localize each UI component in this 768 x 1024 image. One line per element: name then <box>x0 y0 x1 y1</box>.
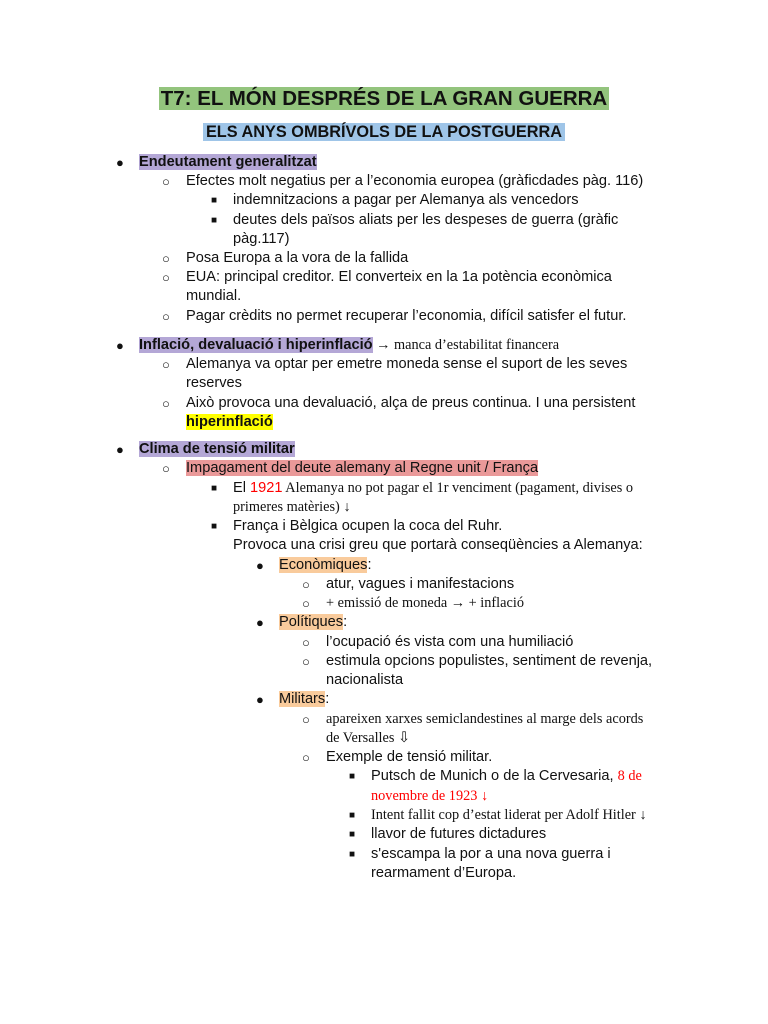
bullet-square: ■ <box>211 483 218 494</box>
list-item: estimula opcions populistes, sentiment de revenja, <box>326 653 653 669</box>
bullet-hollow: ○ <box>302 750 310 765</box>
section-heading-inflation: Inflació, devaluació i hiperinflació → manca d’estabilitat financera <box>139 337 560 353</box>
list-item: l’ocupació és vista com una humiliació <box>326 634 574 650</box>
list-item: Exemple de tensió militar. <box>326 749 493 765</box>
list-item-cont: nacionalista <box>326 672 404 688</box>
bullet-filled: ● <box>256 615 264 630</box>
list-item: Efectes molt negatius per a l’economia europea (gràficdades pàg. 116) <box>186 173 644 189</box>
list-item: Pagar crèdits no permet recuperar l’economia, difícil satisfer el futur. <box>186 308 627 324</box>
bullet-hollow: ○ <box>162 251 170 266</box>
bullet-hollow: ○ <box>162 309 170 324</box>
bullet-hollow: ○ <box>162 174 170 189</box>
document-title: T7: EL MÓN DESPRÉS DE LA GRAN GUERRA <box>160 87 608 110</box>
bullet-hollow: ○ <box>162 270 170 285</box>
bullet-hollow: ○ <box>302 635 310 650</box>
bullet-hollow: ○ <box>302 577 310 592</box>
list-item-cont: novembre de 1923 ↓ <box>371 788 489 804</box>
list-item: s'escampa la por a una nova guerra i <box>371 846 611 862</box>
list-item-cont: reserves <box>186 375 242 391</box>
list-item-cont: de Versalles ⇩ <box>326 730 410 746</box>
bullet-hollow: ○ <box>302 712 310 727</box>
bullet-square: ■ <box>211 195 218 206</box>
list-item: França i Bèlgica ocupen la coca del Ruhr. <box>233 518 503 534</box>
bullet-hollow: ○ <box>162 461 170 476</box>
list-item-cont: rearmament d’Europa. <box>371 865 517 881</box>
list-item: Impagament del deute alemany al Regne unit / França <box>186 460 539 476</box>
list-item-cont: pàg.117) <box>233 231 290 247</box>
list-item: Alemanya va optar per emetre moneda sense el suport de les seves <box>186 356 628 372</box>
list-item-cont: hiperinflació <box>186 414 273 430</box>
section-heading-debt: Endeutament generalitzat <box>139 154 317 170</box>
bullet-hollow: ○ <box>162 396 170 411</box>
list-item: Intent fallit cop d’estat liderat per Adolf Hitler ↓ <box>371 807 647 823</box>
bullet-square: ■ <box>349 810 356 821</box>
list-item: + emissió de moneda → + inflació <box>326 595 524 611</box>
bullet-square: ■ <box>211 215 218 226</box>
bullet-hollow: ○ <box>162 357 170 372</box>
bullet-filled: ● <box>116 155 124 170</box>
bullet-square: ■ <box>211 521 218 532</box>
document-subtitle: ELS ANYS OMBRÍVOLS DE LA POSTGUERRA <box>0 122 768 143</box>
subheading-military: Militars: <box>279 691 330 707</box>
list-item: apareixen xarxes semiclandestines al marge dels acords <box>326 711 644 727</box>
list-item: EUA: principal creditor. El converteix en la 1a potència econòmica <box>186 269 612 285</box>
subheading-economic: Econòmiques: <box>279 557 372 573</box>
bullet-square: ■ <box>349 849 356 860</box>
bullet-hollow: ○ <box>302 596 310 611</box>
subheading-political: Polítiques: <box>279 614 348 630</box>
list-item-cont: primeres matèries) ↓ <box>233 499 351 515</box>
list-item: Putsch de Munich o de la Cervesaria, 8 de <box>371 768 642 784</box>
list-item: deutes dels països aliats per les despeses de guerra (gràfic <box>233 212 619 228</box>
list-item: indemnitzacions a pagar per Alemanya als vencedors <box>233 192 579 208</box>
bullet-filled: ● <box>256 692 264 707</box>
bullet-square: ■ <box>349 829 356 840</box>
list-item: Posa Europa a la vora de la fallida <box>186 250 409 266</box>
list-item-cont: mundial. <box>186 288 242 304</box>
bullet-filled: ● <box>116 338 124 353</box>
list-item-cont: Provoca una crisi greu que portarà conseqüències a Alemanya: <box>233 537 643 553</box>
bullet-filled: ● <box>256 558 264 573</box>
list-item: Això provoca una devaluació, alça de preus continua. I una persistent <box>186 395 636 411</box>
list-item: llavor de futures dictadures <box>371 826 547 842</box>
bullet-filled: ● <box>116 442 124 457</box>
list-item: atur, vagues i manifestacions <box>326 576 515 592</box>
section-heading-military: Clima de tensió militar <box>139 441 295 457</box>
list-item: El 1921 Alemanya no pot pagar el 1r venciment (pagament, divises o <box>233 480 634 496</box>
bullet-square: ■ <box>349 771 356 782</box>
bullet-hollow: ○ <box>302 654 310 669</box>
